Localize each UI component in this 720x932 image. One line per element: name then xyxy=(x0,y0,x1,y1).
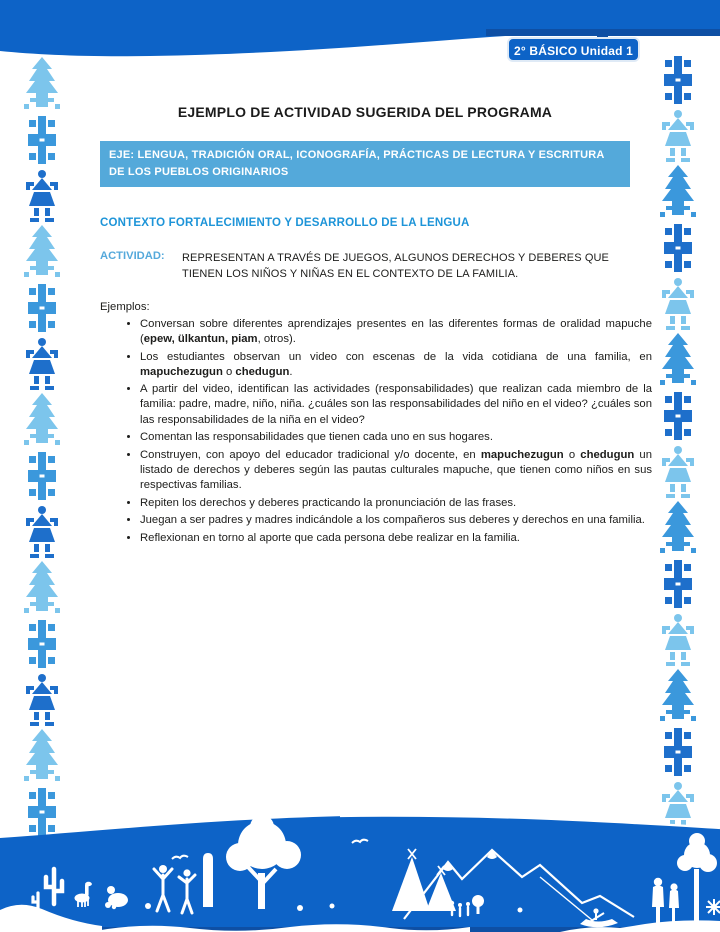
page-title: EJEMPLO DE ACTIVIDAD SUGERIDA DEL PROGRAMA xyxy=(177,104,553,120)
list-item: • Reflexionan en torno al aporte que cada persona debe realizar en la familia. xyxy=(140,531,670,546)
bottom-illustration xyxy=(0,807,720,932)
list-item: • Juegan a ser padres y madres indicándole a los compañeros sus deberes y derechos en una familia. xyxy=(140,513,670,528)
examples-label: Ejemplos: xyxy=(100,301,150,313)
list-item: • Comentan las responsabilidades que tienen cada uno en sus hogares. xyxy=(140,430,670,445)
list-item: • Conversan sobre diferentes aprendizajes presentes en las diferentes formas de oralidad mapuche (epew, ülkantun, piam, otros). xyxy=(140,317,670,347)
list-item: • Los estudiantes observan un video con escenas de la vida cotidiana de una familia, en mapuchezugun o chedugun. xyxy=(140,350,670,380)
eje-banner: EJE: LENGUA, TRADICIÓN ORAL, ICONOGRAFÍA, PRÁCTICAS DE LECTURA Y ESCRITURA DE LOS PUEBLOS ORIGINARIOS xyxy=(100,141,630,187)
activity-row xyxy=(100,250,630,282)
activity-label: ACTIVIDAD: xyxy=(100,250,165,262)
list-item: • A partir del video, identifican las actividades (responsabilidades) que realizan cada miembro de la familia: padre, madre, niño, niña. ¿cuáles son las responsabilidades del niño en el video? ¿cuáles son las responsabilidades de la niña en el video? xyxy=(140,382,670,427)
activity-text: REPRESENTAN A TRAVÉS DE JUEGOS, ALGUNOS DERECHOS Y DEBERES QUE TIENEN LOS NIÑOS Y NIÑAS EN EL CONTEXTO DE LA FAMILIA. xyxy=(182,252,609,280)
unit-badge: 2° BÁSICO Unidad 1 xyxy=(507,37,640,62)
examples-list xyxy=(100,317,670,548)
list-item: • Construyen, con apoyo del educador tradicional y/o docente, en mapuchezugun o chedugun un listado de derechos y deberes según las pautas culturales mapuche, que tienen como niños en sus respectivas familias. xyxy=(140,448,670,493)
list-item: • Repiten los derechos y deberes practicando la pronunciación de las frases. xyxy=(140,496,670,511)
left-decorative-border xyxy=(22,56,62,844)
context-heading: CONTEXTO FORTALECIMIENTO Y DESARROLLO DE LA LENGUA xyxy=(100,217,470,229)
